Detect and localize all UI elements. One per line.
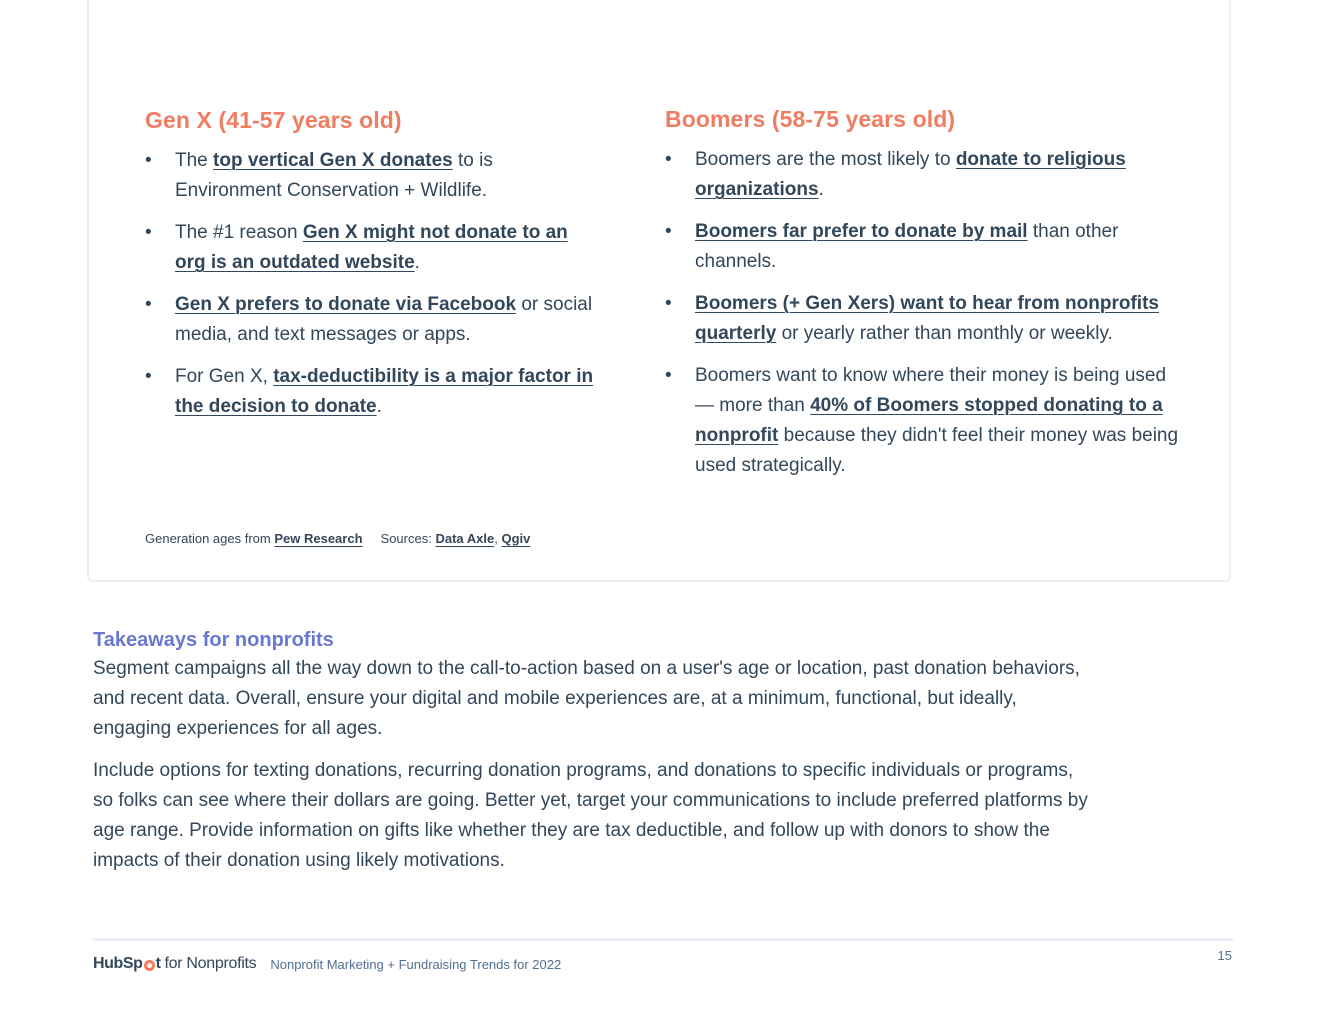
bullet-icon: •: [665, 365, 672, 386]
genx-heading: Gen X (41-57 years old): [145, 107, 402, 133]
footer-title: Nonprofit Marketing + Fundraising Trends for 2022: [270, 956, 562, 972]
boomers-quarterly-link[interactable]: Boomers (+ Gen Xers) want to hear from nonprofits quarterly: [695, 293, 1159, 344]
takeaways-paragraph-2: Include options for texting donations, recurring donation programs, and donations to specific individuals or programs, so folks can see where their dollars are going. Better yet, target your communications to include preferred platforms by age range. Provide information on gifts like whether they are tax deductible, and follow up with donors to show the impacts of their donation using likely motivations.: [93, 760, 1088, 871]
genx-column: [145, 107, 595, 434]
boomers-bullet-list: [665, 145, 1185, 481]
boomers-stopped-donating-link[interactable]: 40% of Boomers stopped donating to a nonprofit: [695, 395, 1163, 446]
bullet-icon: •: [145, 150, 152, 171]
qgiv-link[interactable]: Qgiv: [501, 531, 531, 546]
takeaways-heading: Takeaways for nonprofits: [93, 629, 334, 651]
page-number: 15: [1217, 948, 1232, 963]
boomers-religious-link[interactable]: donate to religious organizations: [695, 149, 1126, 200]
genx-bullet-1: • The top vertical Gen X donates to is Environment Conservation + Wildlife.: [145, 146, 595, 206]
bullet-icon: •: [145, 294, 152, 315]
genx-outdated-website-link[interactable]: Gen X might not donate to an org is an outdated website: [175, 222, 568, 273]
genx-bullet-list: [145, 146, 595, 422]
genx-top-vertical-link[interactable]: top vertical Gen X donates: [213, 150, 453, 171]
genx-facebook-link[interactable]: Gen X prefers to donate via Facebook: [175, 294, 517, 315]
boomers-bullet-2: • Boomers far prefer to donate by mail than other channels.: [665, 217, 1185, 277]
sprocket-icon: [144, 960, 155, 971]
sources-line: Generation ages from Pew Research Sources: Data Axle, Qgiv: [145, 531, 531, 546]
footer-divider: [92, 938, 1233, 941]
genx-bullet-2: • The #1 reason Gen X might not donate to an org is an outdated website.: [145, 218, 595, 278]
genx-bullet-4: • For Gen X, tax-deductibility is a major factor in the decision to donate.: [145, 362, 595, 422]
takeaways-section: [93, 626, 1093, 888]
boomers-column: [665, 106, 1185, 493]
bullet-icon: •: [665, 293, 672, 314]
boomers-mail-link[interactable]: Boomers far prefer to donate by mail: [695, 221, 1028, 242]
genx-bullet-3: • Gen X prefers to donate via Facebook or social media, and text messages or apps.: [145, 290, 595, 350]
boomers-bullet-3: • Boomers (+ Gen Xers) want to hear from nonprofits quarterly or yearly rather than monthly or weekly.: [665, 289, 1185, 349]
boomers-bullet-4: • Boomers want to know where their money is being used — more than 40% of Boomers stopped donating to a nonprofit because they didn't feel their money was being used strategically.: [665, 361, 1185, 481]
bullet-icon: •: [145, 222, 152, 243]
boomers-heading: Boomers (58-75 years old): [665, 106, 956, 132]
takeaways-paragraph-1: Segment campaigns all the way down to the call-to-action based on a user's age or location, past donation behaviors, and recent data. Overall, ensure your digital and mobile experiences are, at a minimum, functional, but ideally, engaging experiences for all ages.: [93, 658, 1080, 739]
bullet-icon: •: [665, 149, 672, 170]
data-axle-link[interactable]: Data Axle: [435, 531, 495, 546]
generations-card: [87, 0, 1231, 582]
hubspot-logo: HubSp t for Nonprofits: [93, 955, 257, 972]
bullet-icon: •: [145, 366, 152, 387]
footer: [93, 952, 561, 976]
boomers-bullet-1: • Boomers are the most likely to donate to religious organizations.: [665, 145, 1185, 205]
bullet-icon: •: [665, 221, 672, 242]
pew-research-link[interactable]: Pew Research: [274, 531, 363, 546]
genx-tax-deductibility-link[interactable]: tax-deductibility is a major factor in the decision to donate: [175, 366, 594, 417]
